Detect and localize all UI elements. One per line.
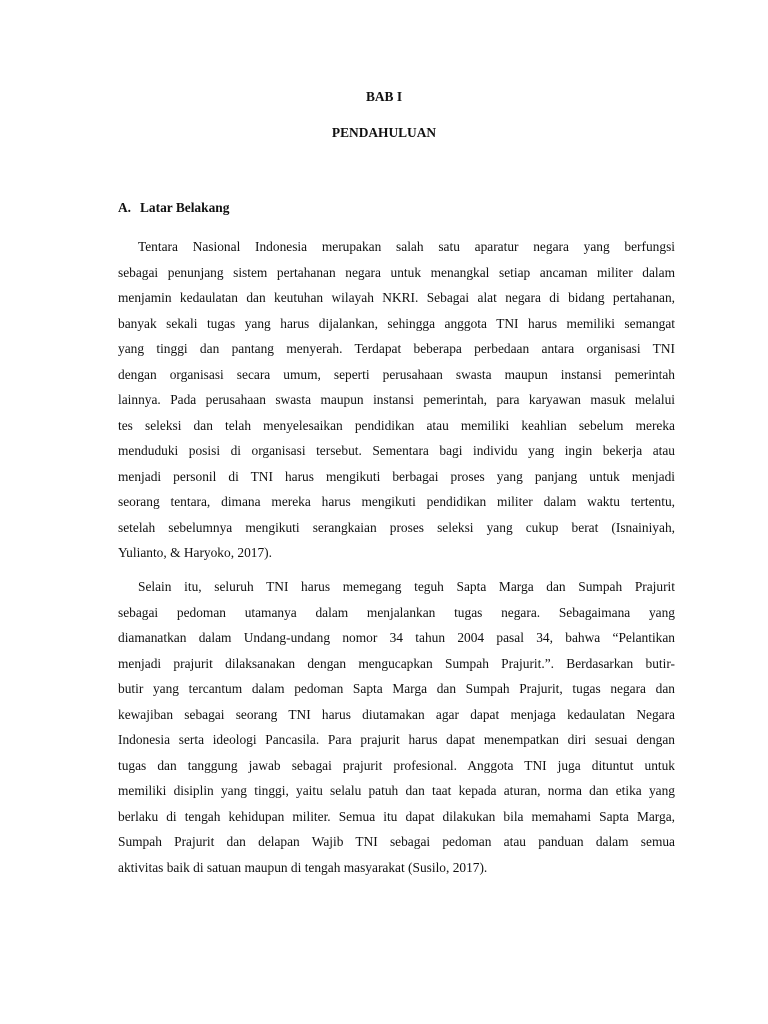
paragraph-line: menduduki posisi di organisasi tersebut. Sementara bagi individu yang ingin bekerja atau [118, 443, 675, 458]
paragraph-2 [118, 574, 675, 880]
section-marker: A. [118, 200, 132, 215]
paragraph-line: tugas dan tanggung jawab sebagai prajurit profesional. Anggota TNI juga dituntut untuk [118, 757, 675, 773]
paragraph-line: memiliki disiplin yang tinggi, yaitu selalu patuh dan taat kepada aturan, norma dan etika yang [118, 783, 675, 798]
paragraph-line: menjamin kedaulatan dan keutuhan wilayah NKRI. Sebagai alat negara di bidang pertahanan, [118, 290, 675, 305]
paragraph-line: sebagai penunjang sistem pertahanan negara untuk menangkal setiap ancaman militer dalam [118, 264, 675, 280]
paragraph-line: setelah sebelumnya mengikuti serangkaian proses seleksi yang cukup berat (Isnainiyah, [118, 519, 675, 535]
paragraph-line: menjadi personil di TNI harus mengikuti berbagai proses yang panjang untuk menjadi [118, 468, 675, 484]
paragraph-line: yang tinggi dan pantang menyerah. Terdapat beberapa perbedaan antara organisasi TNI [118, 341, 675, 356]
chapter-number: BAB I [365, 89, 403, 104]
paragraph-line: lainnya. Pada perusahaan swasta maupun instansi pemerintah, para karyawan masuk melalui [118, 392, 675, 407]
paragraph-line: Yulianto, & Haryoko, 2017). [118, 545, 272, 560]
paragraph-line: Indonesia serta ideologi Pancasila. Para prajurit harus dapat menempatkan diri sesuai dengan [118, 732, 675, 747]
paragraph-line: menjadi prajurit dilaksanakan dengan mengucapkan Sumpah Prajurit.”. Berdasarkan butir- [118, 655, 675, 671]
paragraph-1 [118, 234, 675, 566]
paragraph-line: banyak sekali tugas yang harus dijalankan, sehingga anggota TNI harus memiliki semangat [118, 315, 675, 331]
paragraph-line: Sumpah Prajurit dan delapan Wajib TNI sebagai pedoman atau panduan dalam semua [118, 834, 675, 849]
paragraph-line: Tentara Nasional Indonesia merupakan salah satu aparatur negara yang berfungsi [138, 239, 675, 254]
paragraph-line: butir yang tercantum dalam pedoman Sapta Marga dan Sumpah Prajurit, tugas negara dan [118, 681, 675, 696]
paragraph-line: tes seleksi dan telah menyelesaikan pendidikan atau memiliki keahlian sebelum mereka [118, 417, 675, 433]
paragraph-line: aktivitas baik di satuan maupun di tengah masyarakat (Susilo, 2017). [118, 859, 488, 875]
paragraph-line: kewajiban sebagai seorang TNI harus diutamakan agar dapat menjaga kedaulatan Negara [118, 706, 675, 722]
paragraph-line: sebagai pedoman utamanya dalam menjalankan tugas negara. Sebagaimana yang [118, 604, 675, 620]
paragraph-line: dengan organisasi secara umum, seperti perusahaan swasta maupun instansi pemerintah [118, 366, 675, 382]
paragraph-line: diamanatkan dalam Undang-undang nomor 34 tahun 2004 pasal 34, bahwa “Pelantikan [118, 630, 675, 645]
section-heading [118, 200, 229, 216]
section-title: Latar Belakang [140, 200, 230, 215]
paragraph-line: Selain itu, seluruh TNI harus memegang teguh Sapta Marga dan Sumpah Prajurit [138, 579, 675, 594]
paragraph-line: seorang tentara, dimana mereka harus mengikuti pendidikan militer dalam waktu tertentu, [118, 494, 675, 509]
paragraph-line: berlaku di tengah kehidupan militer. Semua itu dapat dilakukan bila memahami Sapta Marga, [118, 808, 675, 824]
chapter-title: PENDAHULUAN [331, 125, 437, 140]
